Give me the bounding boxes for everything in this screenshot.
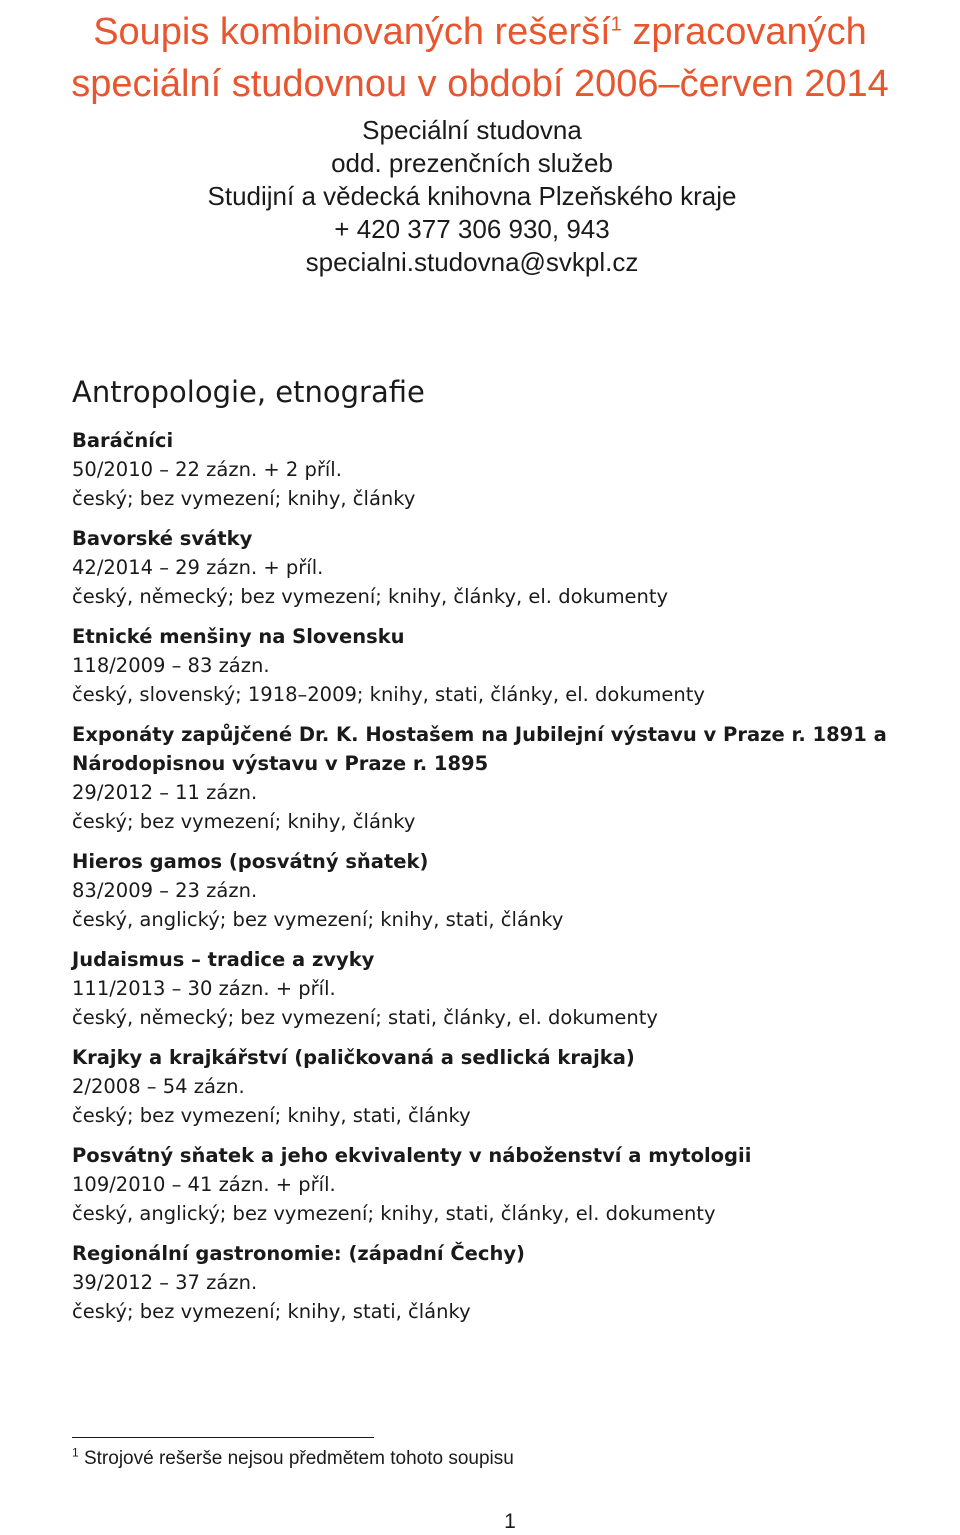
department-name: Speciální studovna [362,115,582,145]
entry-meta: 111/2013 – 30 zázn. + příl. [72,977,336,1000]
footnote [72,1445,514,1473]
entry-scope: český, anglický; bez vymezení; knihy, stati, články [72,908,564,931]
entry-meta: 109/2010 – 41 zázn. + příl. [72,1173,336,1196]
footnote-text: Strojové rešerše nejsou předmětem tohoto soupisu [83,1448,514,1469]
entry-title: Etnické menšiny na Slovensku [72,625,405,648]
entry-title: Krajky a krajkářství (paličkovaná a sedlická krajka) [72,1046,635,1069]
phone-number: + 420 377 306 930, 943 [334,214,610,244]
list-item [72,1141,932,1228]
list-item [72,720,932,836]
entry-meta: 50/2010 – 22 zázn. + 2 příl. [72,458,342,481]
email-address: specialni.studovna@svkpl.cz [305,247,639,277]
entry-meta: 42/2014 – 29 zázn. + příl. [72,556,324,579]
entry-meta: 29/2012 – 11 zázn. [72,781,258,804]
entry-scope: český; bez vymezení; knihy, články [72,487,416,510]
entry-title: Posvátný sňatek a jeho ekvivalenty v náboženství a mytologii [72,1144,752,1167]
entries-list [72,426,932,1337]
entry-title: Bavorské svátky [72,527,253,550]
list-item [72,426,932,513]
library-name: Studijní a vědecká knihovna Plzeňského kraje [207,181,737,211]
list-item [72,1043,932,1130]
document-title [0,6,960,110]
footnote-mark: 1 [72,1445,79,1460]
entry-scope: český, anglický; bez vymezení; knihy, stati, články, el. dokumenty [72,1202,716,1225]
list-item [72,1239,932,1326]
entry-title: Exponáty zapůjčené Dr. K. Hostašem na Jubilejní výstavu v Praze r. 1891 a Národopisnou výstavu v Praze r. 1895 [72,723,887,775]
title-line-2: speciální studovnou v období 2006–červen 2014 [71,63,889,105]
contact-block [0,114,944,279]
entry-meta: 83/2009 – 23 zázn. [72,879,258,902]
page-number: 1 [504,1510,516,1533]
list-item [72,524,932,611]
entry-title: Hieros gamos (posvátný sňatek) [72,850,429,873]
entry-scope: český; bez vymezení; knihy, články [72,810,416,833]
entry-scope: český; bez vymezení; knihy, stati, články [72,1300,471,1323]
entry-scope: český, slovenský; 1918–2009; knihy, stati, články, el. dokumenty [72,683,705,706]
entry-meta: 39/2012 – 37 zázn. [72,1271,258,1294]
entry-scope: český; bez vymezení; knihy, stati, články [72,1104,471,1127]
entry-scope: český, německý; bez vymezení; stati, články, el. dokumenty [72,1006,658,1029]
entry-title: Judaismus – tradice a zvyky [72,948,375,971]
entry-meta: 118/2009 – 83 zázn. [72,654,270,677]
title-footnote-mark: 1 [610,13,622,36]
list-item [72,847,932,934]
list-item [72,945,932,1032]
entry-scope: český, německý; bez vymezení; knihy, články, el. dokumenty [72,585,669,608]
entry-title: Baráčníci [72,429,174,452]
entry-title: Regionální gastronomie: (západní Čechy) [72,1242,525,1265]
division-name: odd. prezenčních služeb [331,148,613,178]
footnote-divider [72,1437,374,1438]
list-item [72,622,932,709]
title-line-1: Soupis kombinovaných rešerší$^1$ zpracovaných [93,11,867,53]
section-heading: Antropologie, etnografie [72,375,425,409]
entry-meta: 2/2008 – 54 zázn. [72,1075,245,1098]
